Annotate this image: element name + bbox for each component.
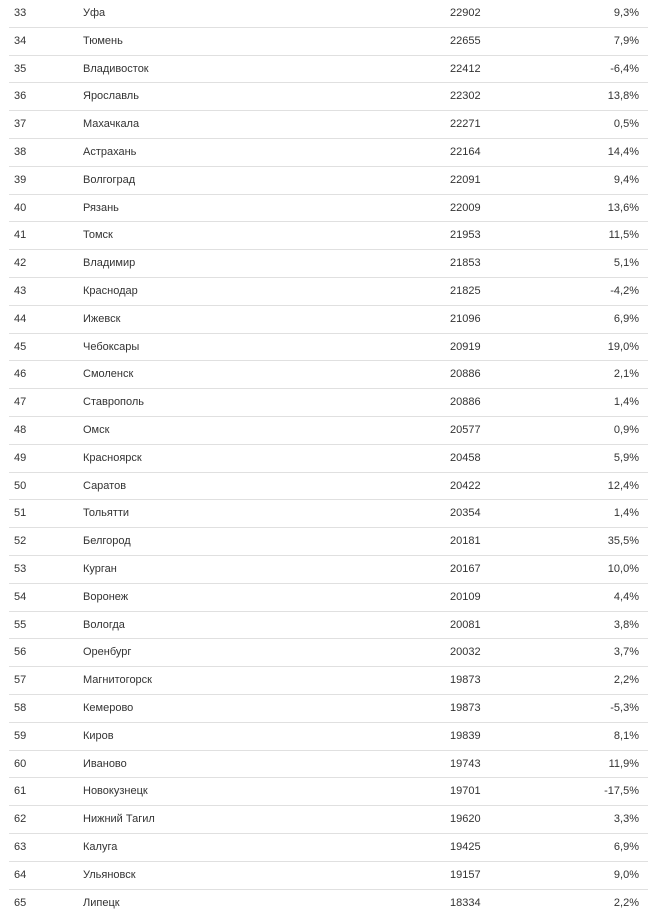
city-cell: Владимир: [83, 250, 135, 276]
rank-cell: 65: [14, 890, 26, 916]
change-cell: 14,4%: [608, 139, 639, 165]
value-cell: 19873: [450, 695, 481, 721]
city-cell: Ульяновск: [83, 862, 136, 888]
change-cell: 35,5%: [608, 528, 639, 554]
city-cell: Рязань: [83, 195, 119, 221]
rank-cell: 39: [14, 167, 26, 193]
city-cell: Иваново: [83, 751, 127, 777]
rank-cell: 59: [14, 723, 26, 749]
table-row: [9, 667, 648, 695]
value-cell: 20032: [450, 639, 481, 665]
city-cell: Калуга: [83, 834, 117, 860]
city-cell: Киров: [83, 723, 114, 749]
rank-cell: 50: [14, 473, 26, 499]
rank-cell: 42: [14, 250, 26, 276]
value-cell: 22164: [450, 139, 481, 165]
city-cell: Воронеж: [83, 584, 128, 610]
value-cell: 20458: [450, 445, 481, 471]
table-row: [9, 28, 648, 56]
change-cell: 2,2%: [614, 667, 639, 693]
table-row: [9, 695, 648, 723]
rank-cell: 47: [14, 389, 26, 415]
city-cell: Томск: [83, 222, 113, 248]
rank-cell: 46: [14, 361, 26, 387]
rank-cell: 35: [14, 56, 26, 82]
table-row: [9, 306, 648, 334]
city-cell: Уфа: [83, 0, 105, 26]
change-cell: 10,0%: [608, 556, 639, 582]
rank-cell: 33: [14, 0, 26, 26]
value-cell: 20181: [450, 528, 481, 554]
rank-cell: 52: [14, 528, 26, 554]
change-cell: 4,4%: [614, 584, 639, 610]
change-cell: 6,9%: [614, 834, 639, 860]
table-row: [9, 83, 648, 111]
value-cell: 19620: [450, 806, 481, 832]
city-cell: Астрахань: [83, 139, 136, 165]
rank-cell: 57: [14, 667, 26, 693]
table-row: [9, 278, 648, 306]
ranking-table: [9, 0, 648, 917]
rank-cell: 45: [14, 334, 26, 360]
city-cell: Красноярск: [83, 445, 142, 471]
rank-cell: 41: [14, 222, 26, 248]
rank-cell: 58: [14, 695, 26, 721]
table-row: [9, 0, 648, 28]
city-cell: Новокузнецк: [83, 778, 148, 804]
value-cell: 20577: [450, 417, 481, 443]
value-cell: 20422: [450, 473, 481, 499]
table-row: [9, 556, 648, 584]
table-row: [9, 473, 648, 501]
change-cell: 12,4%: [608, 473, 639, 499]
value-cell: 22302: [450, 83, 481, 109]
value-cell: 20167: [450, 556, 481, 582]
change-cell: 9,4%: [614, 167, 639, 193]
table-row: [9, 890, 648, 917]
table-row: [9, 195, 648, 223]
city-cell: Нижний Тагил: [83, 806, 155, 832]
change-cell: 13,6%: [608, 195, 639, 221]
change-cell: 6,9%: [614, 306, 639, 332]
table-row: [9, 612, 648, 640]
rank-cell: 49: [14, 445, 26, 471]
rank-cell: 54: [14, 584, 26, 610]
value-cell: 20886: [450, 389, 481, 415]
city-cell: Омск: [83, 417, 109, 443]
city-cell: Кемерово: [83, 695, 133, 721]
rank-cell: 64: [14, 862, 26, 888]
value-cell: 22412: [450, 56, 481, 82]
table-row: [9, 389, 648, 417]
city-cell: Саратов: [83, 473, 126, 499]
change-cell: 5,9%: [614, 445, 639, 471]
change-cell: -6,4%: [610, 56, 639, 82]
value-cell: 22091: [450, 167, 481, 193]
change-cell: 11,9%: [609, 751, 639, 777]
city-cell: Ярославль: [83, 83, 139, 109]
value-cell: 19157: [450, 862, 481, 888]
rank-cell: 61: [14, 778, 26, 804]
rank-cell: 44: [14, 306, 26, 332]
table-row: [9, 723, 648, 751]
city-cell: Махачкала: [83, 111, 139, 137]
change-cell: 3,3%: [614, 806, 639, 832]
rank-cell: 38: [14, 139, 26, 165]
city-cell: Белгород: [83, 528, 131, 554]
city-cell: Ставрополь: [83, 389, 144, 415]
rank-cell: 48: [14, 417, 26, 443]
table-row: [9, 250, 648, 278]
rank-cell: 55: [14, 612, 26, 638]
change-cell: 1,4%: [614, 389, 639, 415]
table-row: [9, 139, 648, 167]
value-cell: 20919: [450, 334, 481, 360]
city-cell: Оренбург: [83, 639, 131, 665]
change-cell: 3,8%: [614, 612, 639, 638]
value-cell: 22655: [450, 28, 481, 54]
rank-cell: 37: [14, 111, 26, 137]
value-cell: 19701: [450, 778, 481, 804]
change-cell: 9,3%: [614, 0, 639, 26]
city-cell: Магнитогорск: [83, 667, 152, 693]
value-cell: 20109: [450, 584, 481, 610]
table-row: [9, 56, 648, 84]
table-row: [9, 584, 648, 612]
city-cell: Тольятти: [83, 500, 129, 526]
table-row: [9, 639, 648, 667]
change-cell: 8,1%: [614, 723, 639, 749]
value-cell: 20081: [450, 612, 481, 638]
table-row: [9, 806, 648, 834]
table-row: [9, 500, 648, 528]
city-cell: Ижевск: [83, 306, 120, 332]
value-cell: 22271: [450, 111, 481, 137]
rank-cell: 51: [14, 500, 26, 526]
table-row: [9, 361, 648, 389]
table-row: [9, 778, 648, 806]
change-cell: 7,9%: [614, 28, 639, 54]
change-cell: 0,9%: [614, 417, 639, 443]
rank-cell: 56: [14, 639, 26, 665]
table-row: [9, 528, 648, 556]
city-cell: Курган: [83, 556, 117, 582]
change-cell: -5,3%: [610, 695, 639, 721]
value-cell: 18334: [450, 890, 481, 916]
city-cell: Чебоксары: [83, 334, 139, 360]
city-cell: Волгоград: [83, 167, 135, 193]
value-cell: 19425: [450, 834, 481, 860]
table-row: [9, 111, 648, 139]
value-cell: 22902: [450, 0, 481, 26]
rank-cell: 60: [14, 751, 26, 777]
change-cell: 2,1%: [614, 361, 639, 387]
city-cell: Липецк: [83, 890, 120, 916]
change-cell: 3,7%: [614, 639, 639, 665]
city-cell: Тюмень: [83, 28, 123, 54]
value-cell: 19873: [450, 667, 481, 693]
table-row: [9, 862, 648, 890]
value-cell: 21953: [450, 222, 481, 248]
rank-cell: 40: [14, 195, 26, 221]
value-cell: 21853: [450, 250, 481, 276]
table-row: [9, 834, 648, 862]
table-row: [9, 751, 648, 779]
rank-cell: 53: [14, 556, 26, 582]
change-cell: 5,1%: [614, 250, 639, 276]
rank-cell: 62: [14, 806, 26, 832]
value-cell: 19743: [450, 751, 481, 777]
rank-cell: 63: [14, 834, 26, 860]
value-cell: 21825: [450, 278, 481, 304]
city-cell: Владивосток: [83, 56, 149, 82]
value-cell: 20886: [450, 361, 481, 387]
value-cell: 19839: [450, 723, 481, 749]
change-cell: 1,4%: [614, 500, 639, 526]
table-row: [9, 167, 648, 195]
table-row: [9, 445, 648, 473]
change-cell: 19,0%: [608, 334, 639, 360]
rank-cell: 36: [14, 83, 26, 109]
change-cell: 11,5%: [609, 222, 639, 248]
change-cell: 13,8%: [608, 83, 639, 109]
change-cell: -4,2%: [610, 278, 639, 304]
value-cell: 22009: [450, 195, 481, 221]
rank-cell: 34: [14, 28, 26, 54]
change-cell: 2,2%: [614, 890, 639, 916]
change-cell: 9,0%: [614, 862, 639, 888]
city-cell: Смоленск: [83, 361, 133, 387]
table-row: [9, 222, 648, 250]
city-cell: Краснодар: [83, 278, 138, 304]
change-cell: 0,5%: [614, 111, 639, 137]
table-row: [9, 334, 648, 362]
city-cell: Вологда: [83, 612, 125, 638]
change-cell: -17,5%: [604, 778, 639, 804]
value-cell: 20354: [450, 500, 481, 526]
rank-cell: 43: [14, 278, 26, 304]
table-row: [9, 417, 648, 445]
value-cell: 21096: [450, 306, 481, 332]
